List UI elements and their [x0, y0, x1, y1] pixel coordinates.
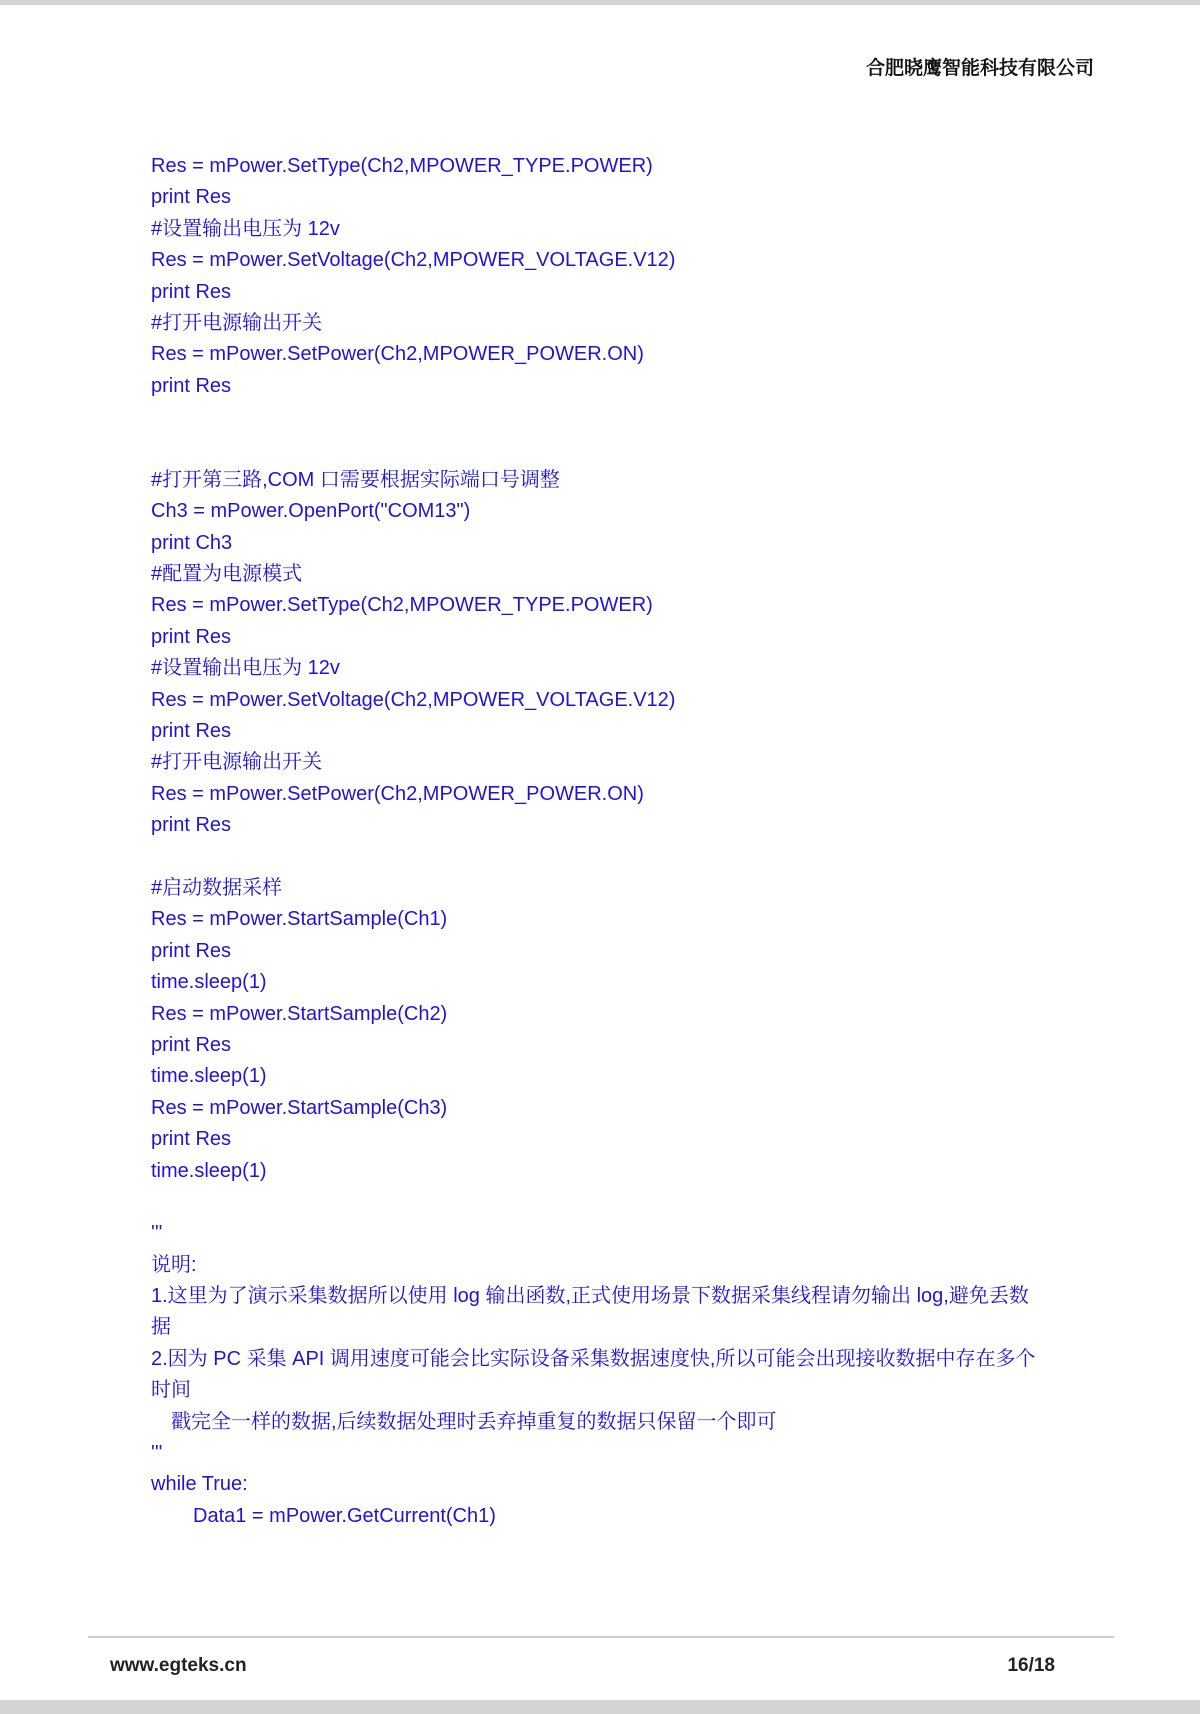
code-line: #设置输出电压为 12v [151, 657, 340, 680]
code-line: print Res [151, 374, 232, 397]
code-line: #设置输出电压为 12v [151, 217, 340, 240]
code-line: time.sleep(1) [151, 1159, 267, 1182]
page-top-border [0, 0, 1200, 5]
footer-website-url: www.egteks.cn [110, 1655, 247, 1676]
code-line: time.sleep(1) [151, 971, 267, 994]
code-line: print Res [151, 186, 232, 209]
code-line: Data1 = mPower.GetCurrent(Ch1) [193, 1504, 496, 1527]
code-line: 时间 [151, 1379, 191, 1402]
code-line: Res = mPower.SetVoltage(Ch2,MPOWER_VOLTAGE.V12) [151, 688, 676, 711]
code-line: Res = mPower.SetPower(Ch2,MPOWER_POWER.ON) [151, 782, 644, 805]
code-line: while True: [151, 1473, 248, 1496]
code-line: time.sleep(1) [151, 1065, 267, 1088]
code-line [151, 842, 1101, 873]
company-name-header: 合肥晓鹰智能科技有限公司 [865, 57, 1094, 79]
code-line: 戳完全一样的数据,后续数据处理时丢弃掉重复的数据只保留一个即可 [171, 1410, 777, 1433]
code-line: print Ch3 [151, 531, 233, 554]
code-line: 2.因为 PC 采集 API 调用速度可能会比实际设备采集数据速度快,所以可能会出现接收数据中存在多个 [151, 1347, 1036, 1370]
code-line: Res = mPower.StartSample(Ch2) [151, 1002, 448, 1025]
code-line: Res = mPower.SetPower(Ch2,MPOWER_POWER.ON) [151, 343, 644, 366]
code-listing [151, 151, 1101, 1532]
code-line: print Res [151, 1128, 232, 1151]
page-bottom-border [0, 1700, 1200, 1714]
code-line: #打开第三路,COM 口需要根据实际端口号调整 [151, 468, 560, 491]
code-line: ''' [151, 1222, 163, 1245]
code-line: print Res [151, 280, 232, 303]
code-line: Res = mPower.SetType(Ch2,MPOWER_TYPE.POWER) [151, 594, 653, 617]
code-line: #配置为电源模式 [151, 563, 303, 586]
footer-divider [88, 1636, 1114, 1638]
code-line: ''' [151, 1442, 163, 1465]
code-line: Res = mPower.StartSample(Ch1) [151, 908, 448, 931]
code-line: Ch3 = mPower.OpenPort("COM13") [151, 500, 471, 523]
code-line: print Res [151, 625, 232, 648]
code-line: 据 [151, 1316, 171, 1339]
code-line: 1.这里为了演示采集数据所以使用 log 输出函数,正式使用场景下数据采集线程请勿输出 log,避免丢数 [151, 1285, 1029, 1308]
code-line: 说明: [151, 1253, 197, 1276]
code-line: #打开电源输出开关 [151, 311, 323, 334]
code-line: print Res [151, 814, 232, 837]
code-line: Res = mPower.StartSample(Ch3) [151, 1096, 448, 1119]
code-line [151, 1187, 1101, 1218]
code-line: #打开电源输出开关 [151, 751, 323, 774]
code-line: print Res [151, 939, 232, 962]
code-line: Res = mPower.SetType(Ch2,MPOWER_TYPE.POWER) [151, 155, 653, 177]
code-line [151, 402, 1101, 433]
code-line: Res = mPower.SetVoltage(Ch2,MPOWER_VOLTAGE.V12) [151, 249, 676, 272]
footer-page-number: 16/18 [1007, 1655, 1055, 1676]
code-line: #启动数据采样 [151, 876, 283, 899]
code-line [151, 434, 1101, 465]
code-line: print Res [151, 720, 232, 743]
code-line: print Res [151, 1033, 232, 1056]
